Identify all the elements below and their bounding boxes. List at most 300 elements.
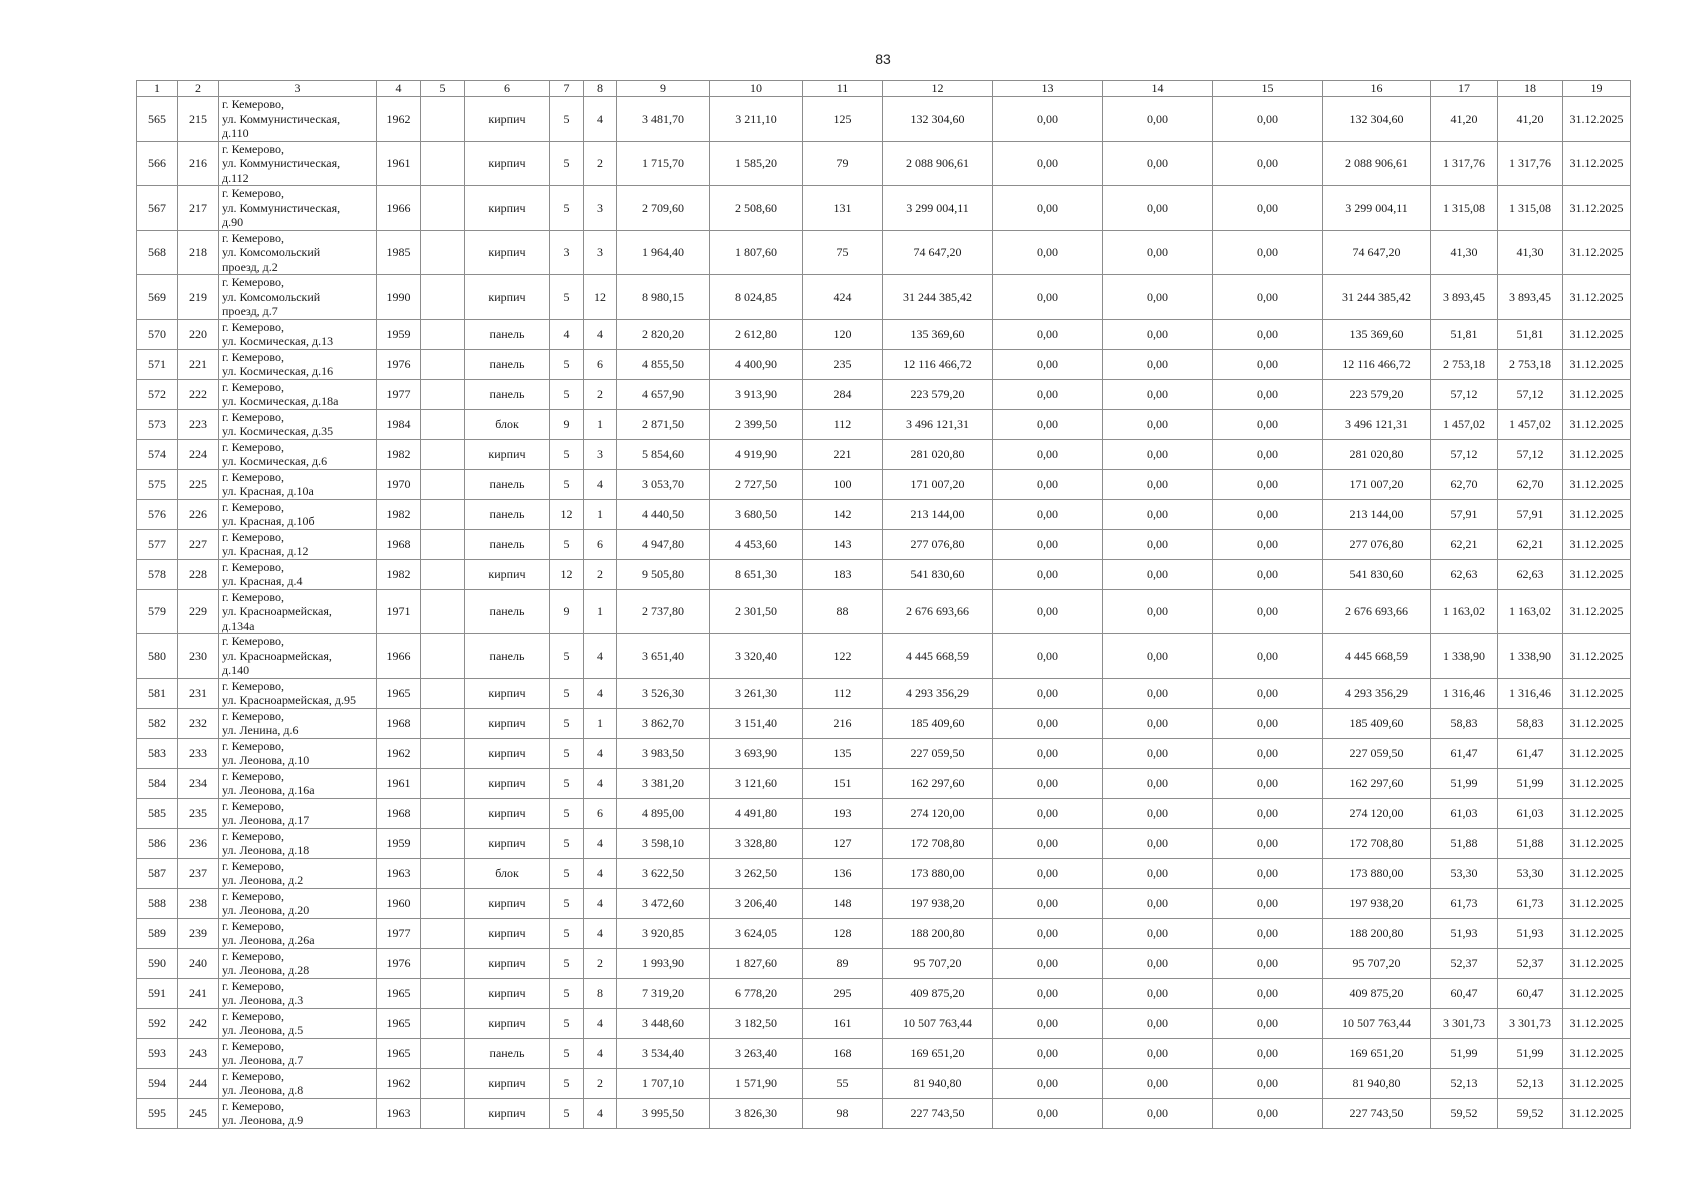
cell-col-1: 582 xyxy=(137,708,178,738)
cell-col-6: кирпич xyxy=(465,768,550,798)
cell-col-8: 4 xyxy=(584,1038,617,1068)
cell-col-4: 1990 xyxy=(377,275,421,320)
cell-col-4: 1977 xyxy=(377,379,421,409)
cell-col-5 xyxy=(421,948,465,978)
cell-col-14: 0,00 xyxy=(1103,738,1213,768)
cell-col-11: 88 xyxy=(803,589,883,634)
cell-col-2: 243 xyxy=(178,1038,219,1068)
cell-col-13: 0,00 xyxy=(993,1098,1103,1128)
cell-col-6: кирпич xyxy=(465,798,550,828)
cell-col-16: 188 200,80 xyxy=(1323,918,1431,948)
cell-col-9: 2 737,80 xyxy=(617,589,710,634)
cell-col-10: 8 651,30 xyxy=(710,559,803,589)
cell-col-10: 4 919,90 xyxy=(710,439,803,469)
cell-col-19: 31.12.2025 xyxy=(1563,768,1631,798)
cell-col-12: 409 875,20 xyxy=(883,978,993,1008)
cell-col-7: 5 xyxy=(550,439,584,469)
cell-col-6: кирпич xyxy=(465,186,550,231)
cell-col-5 xyxy=(421,1038,465,1068)
cell-col-1: 589 xyxy=(137,918,178,948)
table-row xyxy=(137,559,1631,589)
cell-col-2: 215 xyxy=(178,97,219,142)
table-row xyxy=(137,1008,1631,1038)
cell-col-7: 5 xyxy=(550,738,584,768)
cell-col-14: 0,00 xyxy=(1103,1068,1213,1098)
cell-col-17: 57,12 xyxy=(1431,379,1498,409)
cell-col-17: 57,91 xyxy=(1431,499,1498,529)
cell-col-9: 3 053,70 xyxy=(617,469,710,499)
cell-col-12: 81 940,80 xyxy=(883,1068,993,1098)
cell-col-10: 4 491,80 xyxy=(710,798,803,828)
cell-col-6: кирпич xyxy=(465,918,550,948)
cell-col-16: 227 743,50 xyxy=(1323,1098,1431,1128)
cell-col-5 xyxy=(421,768,465,798)
cell-col-16: 173 880,00 xyxy=(1323,858,1431,888)
cell-col-3: г. Кемерово, ул. Красная, д.10а xyxy=(219,469,377,499)
cell-col-3: г. Кемерово, ул. Красная, д.4 xyxy=(219,559,377,589)
cell-col-18: 59,52 xyxy=(1498,1098,1563,1128)
cell-col-15: 0,00 xyxy=(1213,678,1323,708)
cell-col-18: 53,30 xyxy=(1498,858,1563,888)
cell-col-6: кирпич xyxy=(465,678,550,708)
cell-col-14: 0,00 xyxy=(1103,828,1213,858)
table-row xyxy=(137,589,1631,634)
cell-col-11: 127 xyxy=(803,828,883,858)
cell-col-2: 225 xyxy=(178,469,219,499)
cell-col-13: 0,00 xyxy=(993,738,1103,768)
cell-col-14: 0,00 xyxy=(1103,379,1213,409)
cell-col-1: 591 xyxy=(137,978,178,1008)
cell-col-10: 1 585,20 xyxy=(710,141,803,186)
column-header-13: 13 xyxy=(993,81,1103,97)
cell-col-18: 1 317,76 xyxy=(1498,141,1563,186)
cell-col-12: 3 299 004,11 xyxy=(883,186,993,231)
cell-col-3: г. Кемерово, ул. Леонова, д.7 xyxy=(219,1038,377,1068)
cell-col-17: 52,13 xyxy=(1431,1068,1498,1098)
cell-col-9: 1 715,70 xyxy=(617,141,710,186)
cell-col-3: г. Кемерово, ул. Красная, д.10б xyxy=(219,499,377,529)
cell-col-17: 3 893,45 xyxy=(1431,275,1498,320)
cell-col-15: 0,00 xyxy=(1213,589,1323,634)
cell-col-17: 1 338,90 xyxy=(1431,634,1498,679)
cell-col-3: г. Кемерово, ул. Космическая, д.18а xyxy=(219,379,377,409)
table-row xyxy=(137,1038,1631,1068)
cell-col-7: 5 xyxy=(550,97,584,142)
cell-col-12: 95 707,20 xyxy=(883,948,993,978)
cell-col-7: 5 xyxy=(550,275,584,320)
cell-col-17: 59,52 xyxy=(1431,1098,1498,1128)
cell-col-11: 151 xyxy=(803,768,883,798)
cell-col-10: 3 263,40 xyxy=(710,1038,803,1068)
cell-col-2: 241 xyxy=(178,978,219,1008)
cell-col-8: 12 xyxy=(584,275,617,320)
table-row xyxy=(137,1068,1631,1098)
cell-col-17: 62,21 xyxy=(1431,529,1498,559)
cell-col-6: панель xyxy=(465,589,550,634)
cell-col-6: кирпич xyxy=(465,141,550,186)
cell-col-17: 41,20 xyxy=(1431,97,1498,142)
cell-col-1: 569 xyxy=(137,275,178,320)
cell-col-17: 61,47 xyxy=(1431,738,1498,768)
cell-col-4: 1962 xyxy=(377,97,421,142)
cell-col-16: 4 445 668,59 xyxy=(1323,634,1431,679)
cell-col-16: 10 507 763,44 xyxy=(1323,1008,1431,1038)
cell-col-14: 0,00 xyxy=(1103,1098,1213,1128)
cell-col-15: 0,00 xyxy=(1213,738,1323,768)
cell-col-9: 4 855,50 xyxy=(617,349,710,379)
cell-col-6: кирпич xyxy=(465,559,550,589)
cell-col-14: 0,00 xyxy=(1103,97,1213,142)
cell-col-9: 3 622,50 xyxy=(617,858,710,888)
cell-col-12: 4 445 668,59 xyxy=(883,634,993,679)
cell-col-5 xyxy=(421,439,465,469)
cell-col-14: 0,00 xyxy=(1103,230,1213,275)
cell-col-5 xyxy=(421,499,465,529)
cell-col-13: 0,00 xyxy=(993,1038,1103,1068)
cell-col-16: 12 116 466,72 xyxy=(1323,349,1431,379)
cell-col-7: 5 xyxy=(550,858,584,888)
cell-col-14: 0,00 xyxy=(1103,768,1213,798)
cell-col-19: 31.12.2025 xyxy=(1563,858,1631,888)
cell-col-14: 0,00 xyxy=(1103,319,1213,349)
cell-col-2: 227 xyxy=(178,529,219,559)
cell-col-16: 281 020,80 xyxy=(1323,439,1431,469)
cell-col-15: 0,00 xyxy=(1213,230,1323,275)
cell-col-12: 274 120,00 xyxy=(883,798,993,828)
cell-col-7: 5 xyxy=(550,349,584,379)
cell-col-2: 217 xyxy=(178,186,219,231)
cell-col-13: 0,00 xyxy=(993,439,1103,469)
cell-col-5 xyxy=(421,349,465,379)
cell-col-1: 565 xyxy=(137,97,178,142)
cell-col-7: 5 xyxy=(550,798,584,828)
cell-col-10: 2 612,80 xyxy=(710,319,803,349)
cell-col-14: 0,00 xyxy=(1103,409,1213,439)
cell-col-6: кирпич xyxy=(465,888,550,918)
cell-col-13: 0,00 xyxy=(993,678,1103,708)
cell-col-4: 1962 xyxy=(377,1068,421,1098)
cell-col-12: 173 880,00 xyxy=(883,858,993,888)
cell-col-4: 1976 xyxy=(377,349,421,379)
cell-col-12: 2 676 693,66 xyxy=(883,589,993,634)
cell-col-8: 2 xyxy=(584,379,617,409)
cell-col-8: 1 xyxy=(584,499,617,529)
cell-col-17: 2 753,18 xyxy=(1431,349,1498,379)
cell-col-16: 95 707,20 xyxy=(1323,948,1431,978)
cell-col-18: 57,12 xyxy=(1498,379,1563,409)
cell-col-3: г. Кемерово, ул. Леонова, д.3 xyxy=(219,978,377,1008)
cell-col-1: 579 xyxy=(137,589,178,634)
cell-col-1: 576 xyxy=(137,499,178,529)
cell-col-19: 31.12.2025 xyxy=(1563,828,1631,858)
cell-col-2: 218 xyxy=(178,230,219,275)
cell-col-9: 4 657,90 xyxy=(617,379,710,409)
cell-col-18: 52,37 xyxy=(1498,948,1563,978)
cell-col-5 xyxy=(421,978,465,1008)
cell-col-19: 31.12.2025 xyxy=(1563,1038,1631,1068)
cell-col-2: 239 xyxy=(178,918,219,948)
cell-col-19: 31.12.2025 xyxy=(1563,499,1631,529)
cell-col-11: 112 xyxy=(803,409,883,439)
cell-col-17: 61,73 xyxy=(1431,888,1498,918)
cell-col-3: г. Кемерово, ул. Красноармейская, д.95 xyxy=(219,678,377,708)
cell-col-15: 0,00 xyxy=(1213,379,1323,409)
cell-col-12: 227 059,50 xyxy=(883,738,993,768)
cell-col-18: 62,63 xyxy=(1498,559,1563,589)
cell-col-19: 31.12.2025 xyxy=(1563,529,1631,559)
cell-col-2: 235 xyxy=(178,798,219,828)
cell-col-7: 12 xyxy=(550,499,584,529)
cell-col-4: 1968 xyxy=(377,798,421,828)
cell-col-10: 6 778,20 xyxy=(710,978,803,1008)
cell-col-10: 1 827,60 xyxy=(710,948,803,978)
cell-col-15: 0,00 xyxy=(1213,858,1323,888)
cell-col-3: г. Кемерово, ул. Леонова, д.8 xyxy=(219,1068,377,1098)
cell-col-18: 51,99 xyxy=(1498,768,1563,798)
cell-col-7: 5 xyxy=(550,379,584,409)
cell-col-18: 61,73 xyxy=(1498,888,1563,918)
column-header-14: 14 xyxy=(1103,81,1213,97)
cell-col-8: 3 xyxy=(584,186,617,231)
cell-col-15: 0,00 xyxy=(1213,439,1323,469)
cell-col-2: 226 xyxy=(178,499,219,529)
cell-col-15: 0,00 xyxy=(1213,319,1323,349)
cell-col-1: 594 xyxy=(137,1068,178,1098)
table-row xyxy=(137,230,1631,275)
cell-col-19: 31.12.2025 xyxy=(1563,888,1631,918)
cell-col-5 xyxy=(421,469,465,499)
cell-col-13: 0,00 xyxy=(993,319,1103,349)
cell-col-4: 1965 xyxy=(377,1038,421,1068)
table-row xyxy=(137,948,1631,978)
table-row xyxy=(137,319,1631,349)
cell-col-16: 2 676 693,66 xyxy=(1323,589,1431,634)
cell-col-2: 228 xyxy=(178,559,219,589)
cell-col-17: 57,12 xyxy=(1431,439,1498,469)
cell-col-3: г. Кемерово, ул. Леонова, д.2 xyxy=(219,858,377,888)
cell-col-14: 0,00 xyxy=(1103,559,1213,589)
cell-col-11: 183 xyxy=(803,559,883,589)
cell-col-12: 188 200,80 xyxy=(883,918,993,948)
cell-col-3: г. Кемерово, ул. Ленина, д.6 xyxy=(219,708,377,738)
cell-col-5 xyxy=(421,828,465,858)
cell-col-13: 0,00 xyxy=(993,230,1103,275)
cell-col-16: 81 940,80 xyxy=(1323,1068,1431,1098)
cell-col-9: 3 920,85 xyxy=(617,918,710,948)
cell-col-12: 162 297,60 xyxy=(883,768,993,798)
cell-col-4: 1961 xyxy=(377,768,421,798)
cell-col-2: 245 xyxy=(178,1098,219,1128)
cell-col-15: 0,00 xyxy=(1213,559,1323,589)
cell-col-5 xyxy=(421,918,465,948)
cell-col-6: кирпич xyxy=(465,1098,550,1128)
cell-col-9: 3 598,10 xyxy=(617,828,710,858)
cell-col-8: 6 xyxy=(584,349,617,379)
cell-col-12: 10 507 763,44 xyxy=(883,1008,993,1038)
cell-col-13: 0,00 xyxy=(993,275,1103,320)
cell-col-1: 586 xyxy=(137,828,178,858)
cell-col-16: 274 120,00 xyxy=(1323,798,1431,828)
cell-col-6: кирпич xyxy=(465,439,550,469)
cell-col-7: 5 xyxy=(550,1038,584,1068)
cell-col-8: 1 xyxy=(584,589,617,634)
cell-col-19: 31.12.2025 xyxy=(1563,349,1631,379)
cell-col-8: 4 xyxy=(584,738,617,768)
cell-col-5 xyxy=(421,186,465,231)
cell-col-3: г. Кемерово, ул. Комсомольский проезд, д.7 xyxy=(219,275,377,320)
page-number: 83 xyxy=(875,51,891,67)
cell-col-18: 51,81 xyxy=(1498,319,1563,349)
cell-col-2: 222 xyxy=(178,379,219,409)
cell-col-13: 0,00 xyxy=(993,708,1103,738)
cell-col-15: 0,00 xyxy=(1213,409,1323,439)
cell-col-15: 0,00 xyxy=(1213,1008,1323,1038)
cell-col-11: 79 xyxy=(803,141,883,186)
cell-col-8: 8 xyxy=(584,978,617,1008)
cell-col-3: г. Кемерово, ул. Комсомольский проезд, д.2 xyxy=(219,230,377,275)
cell-col-5 xyxy=(421,319,465,349)
cell-col-9: 3 472,60 xyxy=(617,888,710,918)
cell-col-19: 31.12.2025 xyxy=(1563,97,1631,142)
cell-col-4: 1961 xyxy=(377,141,421,186)
cell-col-12: 171 007,20 xyxy=(883,469,993,499)
cell-col-11: 131 xyxy=(803,186,883,231)
column-header-6: 6 xyxy=(465,81,550,97)
cell-col-5 xyxy=(421,1008,465,1038)
cell-col-4: 1966 xyxy=(377,634,421,679)
cell-col-15: 0,00 xyxy=(1213,275,1323,320)
cell-col-18: 62,70 xyxy=(1498,469,1563,499)
cell-col-14: 0,00 xyxy=(1103,141,1213,186)
cell-col-14: 0,00 xyxy=(1103,1008,1213,1038)
cell-col-13: 0,00 xyxy=(993,97,1103,142)
cell-col-7: 5 xyxy=(550,978,584,1008)
cell-col-12: 213 144,00 xyxy=(883,499,993,529)
cell-col-10: 3 693,90 xyxy=(710,738,803,768)
cell-col-16: 213 144,00 xyxy=(1323,499,1431,529)
cell-col-10: 3 211,10 xyxy=(710,97,803,142)
cell-col-8: 2 xyxy=(584,1068,617,1098)
cell-col-6: кирпич xyxy=(465,828,550,858)
cell-col-2: 221 xyxy=(178,349,219,379)
cell-col-10: 3 121,60 xyxy=(710,768,803,798)
cell-col-7: 5 xyxy=(550,948,584,978)
cell-col-16: 3 496 121,31 xyxy=(1323,409,1431,439)
cell-col-19: 31.12.2025 xyxy=(1563,186,1631,231)
cell-col-9: 9 505,80 xyxy=(617,559,710,589)
cell-col-12: 132 304,60 xyxy=(883,97,993,142)
cell-col-10: 4 453,60 xyxy=(710,529,803,559)
cell-col-6: блок xyxy=(465,409,550,439)
cell-col-13: 0,00 xyxy=(993,798,1103,828)
cell-col-1: 588 xyxy=(137,888,178,918)
cell-col-11: 193 xyxy=(803,798,883,828)
cell-col-12: 169 651,20 xyxy=(883,1038,993,1068)
cell-col-13: 0,00 xyxy=(993,499,1103,529)
cell-col-10: 8 024,85 xyxy=(710,275,803,320)
cell-col-4: 1985 xyxy=(377,230,421,275)
cell-col-3: г. Кемерово, ул. Леонова, д.20 xyxy=(219,888,377,918)
cell-col-16: 171 007,20 xyxy=(1323,469,1431,499)
cell-col-2: 230 xyxy=(178,634,219,679)
cell-col-9: 2 709,60 xyxy=(617,186,710,231)
cell-col-12: 31 244 385,42 xyxy=(883,275,993,320)
cell-col-4: 1982 xyxy=(377,439,421,469)
cell-col-4: 1959 xyxy=(377,828,421,858)
table-body xyxy=(137,97,1631,1129)
cell-col-18: 1 338,90 xyxy=(1498,634,1563,679)
cell-col-7: 5 xyxy=(550,529,584,559)
cell-col-14: 0,00 xyxy=(1103,275,1213,320)
cell-col-1: 592 xyxy=(137,1008,178,1038)
cell-col-15: 0,00 xyxy=(1213,708,1323,738)
cell-col-10: 2 399,50 xyxy=(710,409,803,439)
table-row xyxy=(137,738,1631,768)
cell-col-17: 58,83 xyxy=(1431,708,1498,738)
cell-col-17: 52,37 xyxy=(1431,948,1498,978)
cell-col-2: 223 xyxy=(178,409,219,439)
cell-col-3: г. Кемерово, ул. Космическая, д.16 xyxy=(219,349,377,379)
cell-col-13: 0,00 xyxy=(993,888,1103,918)
cell-col-7: 5 xyxy=(550,1008,584,1038)
cell-col-6: кирпич xyxy=(465,1068,550,1098)
cell-col-4: 1965 xyxy=(377,978,421,1008)
cell-col-14: 0,00 xyxy=(1103,798,1213,828)
cell-col-5 xyxy=(421,858,465,888)
cell-col-6: кирпич xyxy=(465,97,550,142)
cell-col-8: 4 xyxy=(584,888,617,918)
cell-col-18: 51,88 xyxy=(1498,828,1563,858)
cell-col-13: 0,00 xyxy=(993,768,1103,798)
cell-col-10: 3 182,50 xyxy=(710,1008,803,1038)
table-row xyxy=(137,798,1631,828)
cell-col-7: 5 xyxy=(550,888,584,918)
cell-col-7: 12 xyxy=(550,559,584,589)
cell-col-12: 3 496 121,31 xyxy=(883,409,993,439)
cell-col-9: 3 481,70 xyxy=(617,97,710,142)
column-header-18: 18 xyxy=(1498,81,1563,97)
table-row xyxy=(137,186,1631,231)
cell-col-13: 0,00 xyxy=(993,469,1103,499)
cell-col-11: 128 xyxy=(803,918,883,948)
cell-col-8: 4 xyxy=(584,469,617,499)
cell-col-6: панель xyxy=(465,319,550,349)
cell-col-16: 162 297,60 xyxy=(1323,768,1431,798)
cell-col-19: 31.12.2025 xyxy=(1563,708,1631,738)
cell-col-13: 0,00 xyxy=(993,978,1103,1008)
column-header-4: 4 xyxy=(377,81,421,97)
cell-col-12: 185 409,60 xyxy=(883,708,993,738)
cell-col-19: 31.12.2025 xyxy=(1563,738,1631,768)
cell-col-8: 4 xyxy=(584,678,617,708)
cell-col-1: 580 xyxy=(137,634,178,679)
cell-col-14: 0,00 xyxy=(1103,678,1213,708)
cell-col-1: 593 xyxy=(137,1038,178,1068)
cell-col-5 xyxy=(421,141,465,186)
table-row xyxy=(137,379,1631,409)
cell-col-7: 9 xyxy=(550,409,584,439)
column-header-17: 17 xyxy=(1431,81,1498,97)
cell-col-7: 5 xyxy=(550,1098,584,1128)
cell-col-10: 2 727,50 xyxy=(710,469,803,499)
cell-col-2: 242 xyxy=(178,1008,219,1038)
cell-col-1: 583 xyxy=(137,738,178,768)
table-row xyxy=(137,888,1631,918)
column-header-15: 15 xyxy=(1213,81,1323,97)
cell-col-15: 0,00 xyxy=(1213,888,1323,918)
cell-col-6: кирпич xyxy=(465,708,550,738)
cell-col-5 xyxy=(421,888,465,918)
